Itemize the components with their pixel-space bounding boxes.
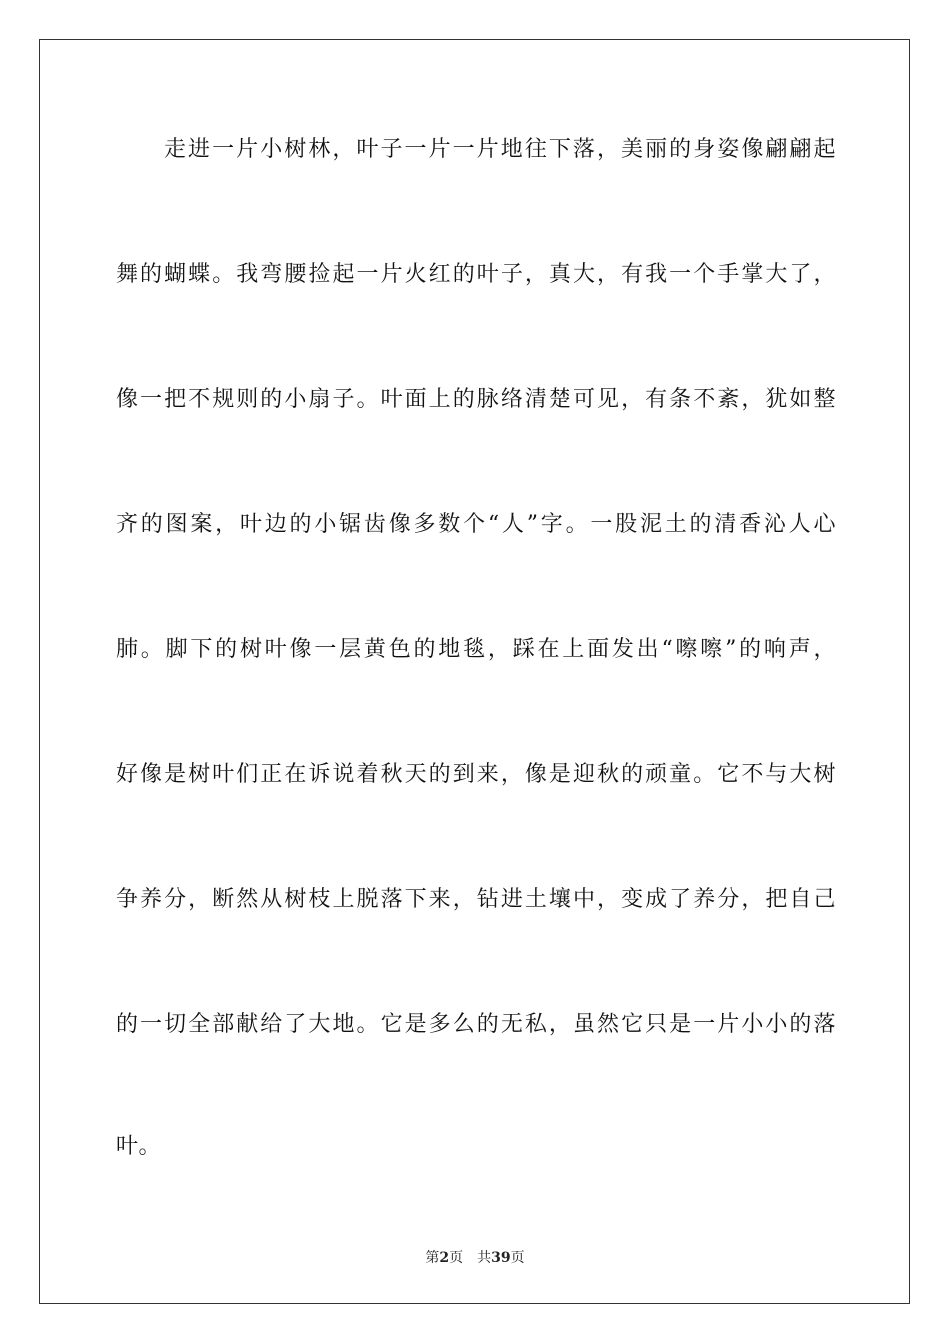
paragraph-line: 齐的图案，叶边的小锯齿像多数个“人”字。一股泥土的清香沁人心 — [116, 512, 836, 537]
page-prefix: 第 — [425, 1250, 440, 1266]
page-footer — [0, 1247, 950, 1267]
page-suffix: 页 — [449, 1250, 464, 1266]
paragraph-line: 肺。脚下的树叶像一层黄色的地毯，踩在上面发出“嚓嚓”的响声， — [116, 637, 836, 662]
paragraph-line: 舞的蝴蝶。我弯腰捡起一片火红的叶子，真大，有我一个手掌大了， — [116, 262, 836, 287]
page-border — [39, 39, 910, 1304]
paragraph-line: 走进一片小树林，叶子一片一片地往下落，美丽的身姿像翩翩起 — [164, 137, 836, 162]
paragraph-line: 好像是树叶们正在诉说着秋天的到来，像是迎秋的顽童。它不与大树 — [116, 762, 836, 787]
paragraph-line: 的一切全部献给了大地。它是多么的无私，虽然它只是一片小小的落 — [116, 1012, 836, 1037]
total-suffix: 页 — [510, 1250, 525, 1266]
total-pages: 39 — [491, 1250, 511, 1266]
paragraph-line: 叶。 — [116, 1134, 162, 1159]
paragraph-line: 争养分，断然从树枝上脱落下来，钻进土壤中，变成了养分，把自己 — [116, 887, 836, 912]
total-prefix: 共 — [477, 1250, 492, 1266]
paragraph-line: 像一把不规则的小扇子。叶面上的脉络清楚可见，有条不紊，犹如整 — [116, 387, 836, 412]
page-number: 2 — [439, 1250, 450, 1266]
